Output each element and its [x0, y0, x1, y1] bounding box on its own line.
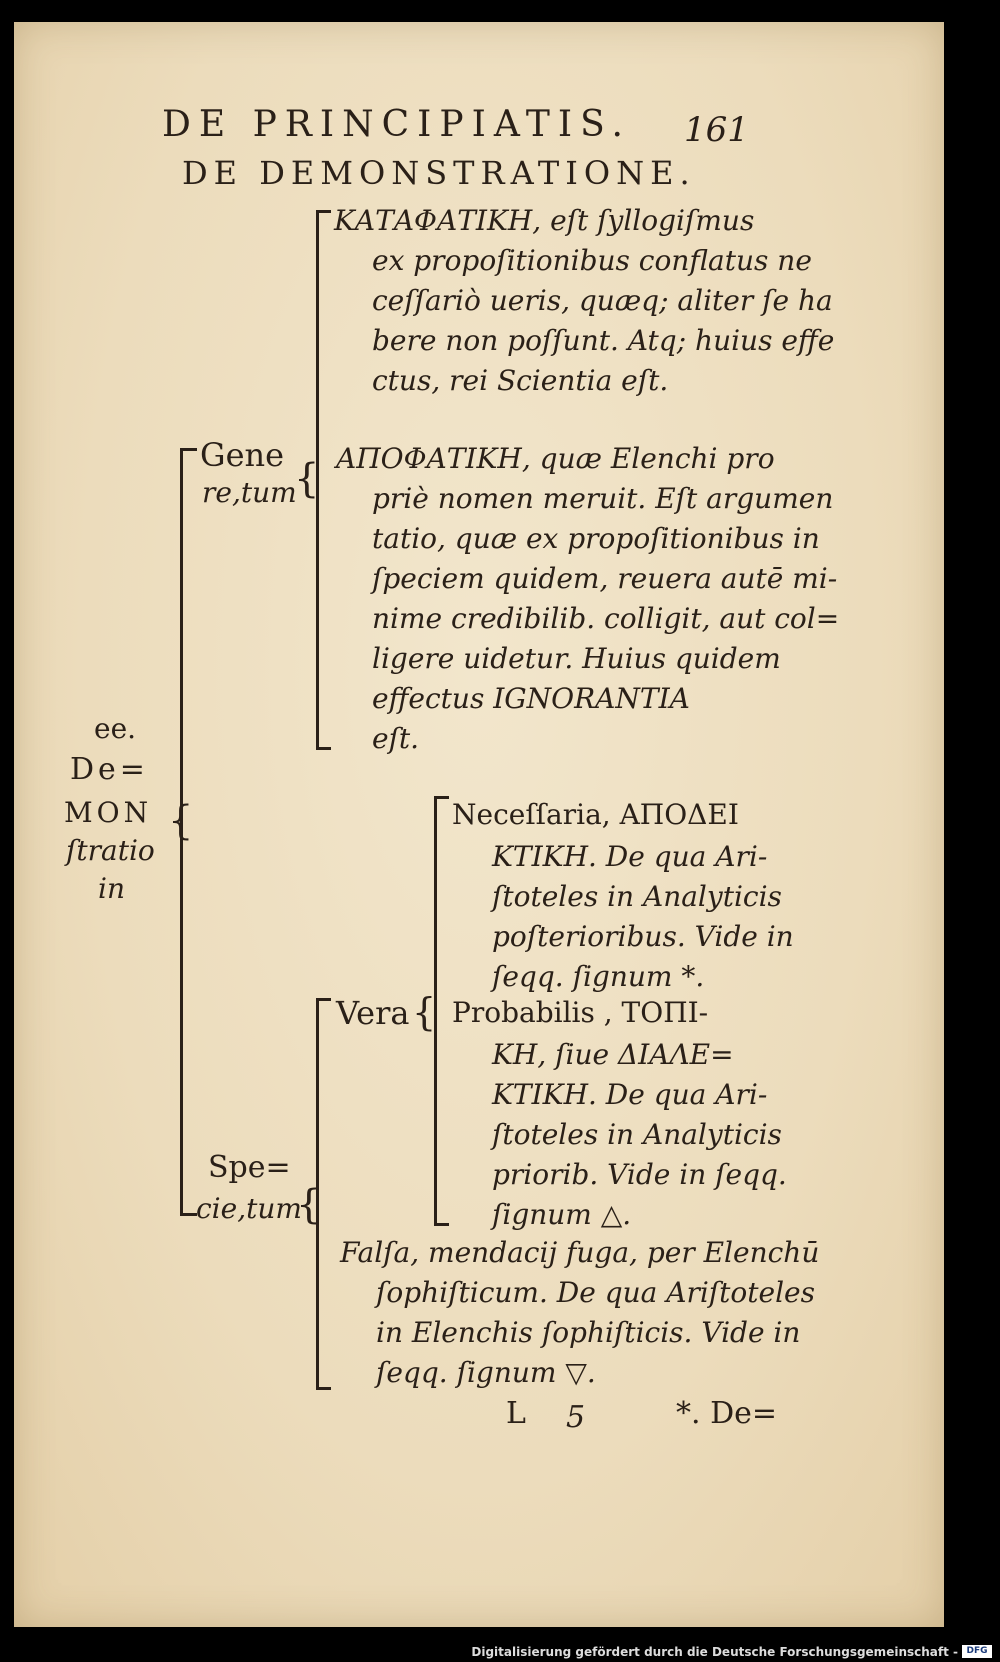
root-label-line-1: ee. [94, 712, 137, 745]
probabilis-line-2: ΚΗ, ſiue ΔΙΑΛΕ= [492, 1038, 734, 1071]
falsa-line-2: ſophiſticum. De qua Ariſtoteles [376, 1276, 815, 1309]
apophatike-line-2: priè nomen meruit. Eſt argumen [372, 482, 834, 515]
genere-label-line-2: re,tum [202, 476, 297, 509]
kataphatike-line-3: ceſſariò ueris, quæq; aliter ſe ha [372, 284, 833, 317]
necessaria-line-5: ſeqq. ſignum *. [492, 960, 705, 993]
specie-brace-point: { [296, 1182, 322, 1228]
dfg-logo: DFG [962, 1645, 992, 1658]
probabilis-line-6: ſignum △. [492, 1198, 632, 1231]
probabilis-line-3: ΚΤΙΚΗ. De qua Ari- [492, 1078, 768, 1111]
apophatike-line-6: ligere uidetur. Huius quidem [372, 642, 781, 675]
catchword: *. De= [676, 1396, 778, 1431]
probabilis-line-4: ſtoteles in Analyticis [492, 1118, 782, 1151]
probabilis-line-1: Probabilis , ΤΟΠΙ- [452, 996, 709, 1029]
falsa-line-4: ſeqq. ſignum ▽. [376, 1356, 596, 1389]
root-label-line-3: MON [64, 796, 153, 829]
vera-brace [434, 796, 449, 1226]
falsa-line-3: in Elenchis ſophiſticis. Vide in [376, 1316, 801, 1349]
probabilis-line-5: priorib. Vide in ſeqq. [492, 1158, 787, 1191]
genere-label-line-1: Gene [200, 436, 285, 474]
section-title: DE DEMONSTRATIONE. [182, 154, 696, 192]
necessaria-line-4: poſterioribus. Vide in [492, 920, 794, 953]
genere-brace-point: { [294, 456, 320, 502]
specie-label-line-2: cie,tum [196, 1192, 302, 1225]
root-label-line-5: in [98, 872, 125, 905]
running-title: DE PRINCIPIATIS. [162, 104, 631, 145]
specie-label-line-1: Spe= [208, 1150, 291, 1185]
vera-label: Vera [336, 994, 410, 1032]
root-brace-point: { [168, 798, 194, 844]
apophatike-line-1: ΑΠΟΦΑΤΙΚΗ, quæ Elenchi pro [336, 442, 775, 475]
apophatike-line-5: nime credibilib. colligit, aut col= [372, 602, 840, 635]
apophatike-line-3: tatio, quæ ex propoſitionibus in [372, 522, 820, 555]
kataphatike-line-1: ΚΑΤΑΦΑΤΙΚΗ, eſt ſyllogiſmus [334, 204, 755, 237]
root-label-line-2: De= [70, 752, 149, 787]
apophatike-line-7: effectus IGNORANTIA [372, 682, 690, 715]
necessaria-line-2: ΚΤΙΚΗ. De qua Ari- [492, 840, 768, 873]
apophatike-line-4: ſpeciem quidem, reuera autē mi- [372, 562, 838, 595]
root-label-line-4: ſtratio [66, 834, 155, 867]
falsa-line-1: Falſa, mendacij fuga, per Elenchū [340, 1236, 820, 1269]
kataphatike-line-4: bere non poſſunt. Atq; huius effe [372, 324, 835, 357]
footer-credit: Digitalisierung gefördert durch die Deutsche Forschungsgemeinschaft - [471, 1645, 958, 1659]
necessaria-line-1: Neceſſaria, ΑΠΟΔΕΙ [452, 798, 739, 831]
page-number: 161 [684, 110, 749, 150]
kataphatike-line-5: ctus, rei Scientia eſt. [372, 364, 669, 397]
vera-brace-point: { [412, 990, 437, 1034]
necessaria-line-3: ſtoteles in Analyticis [492, 880, 782, 913]
apophatike-line-8: eſt. [372, 722, 420, 755]
signature-mark: L [506, 1396, 526, 1431]
signature-number: 5 [566, 1400, 586, 1435]
kataphatike-line-2: ex propoſitionibus conflatus ne [372, 244, 812, 277]
